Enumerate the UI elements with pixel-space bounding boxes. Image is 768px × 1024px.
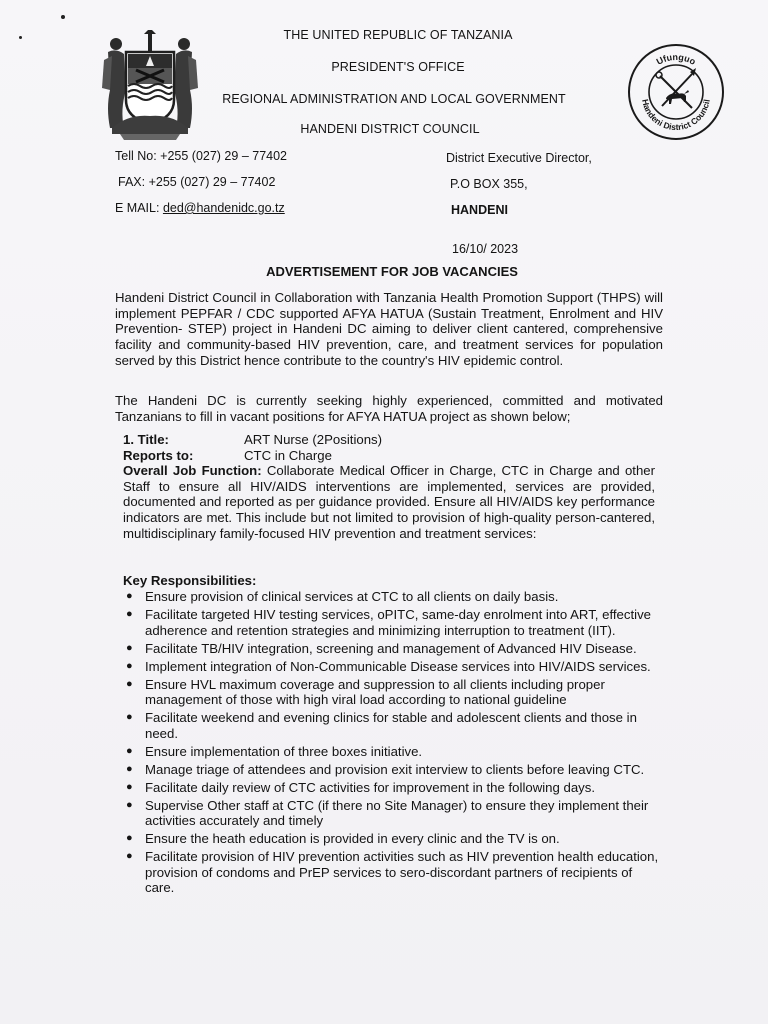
overall-job-function: [123, 463, 655, 542]
header-ministry: REGIONAL ADMINISTRATION AND LOCAL GOVERNMENT: [222, 92, 566, 106]
list-item: [123, 849, 661, 896]
header-country: THE UNITED REPUBLIC OF TANZANIA: [283, 28, 513, 42]
responsibility-text: Facilitate weekend and evening clinics for stable and adolescent clients and those in need.: [145, 710, 637, 741]
contact-email-label: E MAIL:: [115, 201, 163, 215]
contact-email-row: [115, 201, 285, 215]
address-line-1: District Executive Director,: [446, 151, 592, 165]
job-title-value: ART Nurse (2Positions): [244, 432, 383, 447]
bullet-icon: ●: [126, 607, 133, 620]
list-item: [123, 589, 661, 605]
header-council: HANDENI DISTRICT COUNCIL: [300, 122, 480, 136]
responsibility-text: Ensure implementation of three boxes initiative.: [145, 743, 423, 759]
bullet-icon: ●: [126, 677, 133, 690]
bullet-icon: ●: [126, 590, 133, 602]
list-item: [123, 744, 661, 760]
contact-email-link[interactable]: ded@handenidc.go.tz: [162, 201, 285, 215]
list-item: [123, 780, 661, 796]
responsibility-text: Ensure HVL maximum coverage and suppression to all clients including proper management of those with high viral load according to national guideline: [145, 676, 605, 708]
svg-text:Handeni District Council: Handeni District Council: [640, 98, 712, 133]
address-line-3: HANDENI: [451, 203, 508, 217]
bullet-icon: ●: [126, 762, 133, 775]
bullet-icon: ●: [126, 641, 133, 654]
bullet-icon: ●: [126, 659, 133, 672]
list-item: [123, 677, 661, 708]
document-title: ADVERTISEMENT FOR JOB VACANCIES: [266, 264, 518, 279]
bullet-icon: ●: [126, 832, 133, 845]
responsibility-text: Implement integration of Non-Communicable Disease services into HIV/AIDS services.: [145, 658, 651, 674]
list-item: [123, 607, 661, 638]
reports-to-value: CTC in Charge: [244, 448, 332, 463]
bullet-icon: ●: [126, 798, 133, 811]
responsibility-text: Facilitate provision of HIV prevention activities such as HIV prevention health education, provision of condoms and PrEP services to sero-discordant partners of recipients of care.: [145, 849, 659, 896]
header-office: PRESIDENT'S OFFICE: [331, 60, 465, 74]
responsibility-text: Facilitate TB/HIV integration, screening and management of Advanced HIV Disease.: [145, 640, 637, 656]
list-item: [123, 762, 661, 778]
list-item: [123, 798, 661, 829]
list-item: [123, 641, 661, 657]
responsibility-text: Ensure provision of clinical services at CTC to all clients on daily basis.: [145, 589, 559, 604]
responsibilities-list-container: [123, 589, 661, 898]
address-line-2: P.O BOX 355,: [450, 177, 528, 191]
responsibilities-heading: Key Responsibilities:: [123, 573, 257, 588]
district-council-seal: [626, 42, 726, 142]
responsibility-text: Ensure the heath education is provided in every clinic and the TV is on.: [145, 831, 560, 847]
scan-speck: [61, 15, 65, 19]
job-function-text: Collaborate Medical Officer in Charge, CTC in Charge and other Staff to ensure all HIV/AIDS interventions are implemented, services are provided, documented and reported as per guidance provided. Ensure all HIV/AIDS key performance indicators are met. This include but not limited to provision of high-quality person-cantered, multidisciplinary family-focused HIV prevention and treatment services:: [123, 463, 655, 541]
list-item: [123, 710, 661, 741]
responsibility-text: Manage triage of attendees and provision exit interview to clients before leaving CTC.: [145, 761, 645, 777]
letter-date: 16/10/ 2023: [452, 242, 519, 256]
bullet-icon: ●: [126, 711, 133, 724]
list-item: [123, 831, 661, 847]
reports-to-label: Reports to:: [123, 448, 194, 463]
responsibility-text: Supervise Other staff at CTC (if there no Site Manager) to ensure they implement their activities accurately and timely: [145, 797, 649, 829]
responsibility-text: Facilitate targeted HIV testing services, oPITC, same-day enrolment into ART, effective adherence and retention strategies and minimizing interruption to treatment (IIT).: [145, 606, 651, 638]
job-function-label: Overall Job Function:: [123, 463, 262, 478]
job-title-label: 1. Title:: [123, 432, 169, 447]
bullet-icon: ●: [126, 780, 133, 793]
bullet-icon: ●: [126, 850, 133, 863]
bullet-icon: ●: [126, 744, 133, 757]
list-item: [123, 659, 661, 675]
responsibility-text: Facilitate daily review of CTC activities for improvement in the following days.: [145, 779, 596, 795]
contact-telephone: Tell No: +255 (027) 29 – 77402: [115, 149, 287, 163]
svg-text:Ufunguo: Ufunguo: [654, 51, 698, 67]
intro-paragraph: Handeni District Council in Collaboration with Tanzania Health Promotion Support (THPS) will implement PEPFAR / CDC supported AFYA HATUA (Sustain Treatment, Enrolment and HIV Prevention- STEP) project in Handeni DC aiming to deliver client cantered, comprehensive facility and community-based HIV prevention, care, and treatment services for population served by this District hence contribute to the country's HIV epidemic control.: [115, 290, 663, 368]
responsibilities-list: [123, 589, 661, 896]
contact-fax: FAX: +255 (027) 29 – 77402: [118, 175, 276, 189]
seeking-paragraph: The Handeni DC is currently seeking highly experienced, committed and motivated Tanzanians to fill in vacant positions for AFYA HATUA project as shown below;: [115, 393, 663, 424]
